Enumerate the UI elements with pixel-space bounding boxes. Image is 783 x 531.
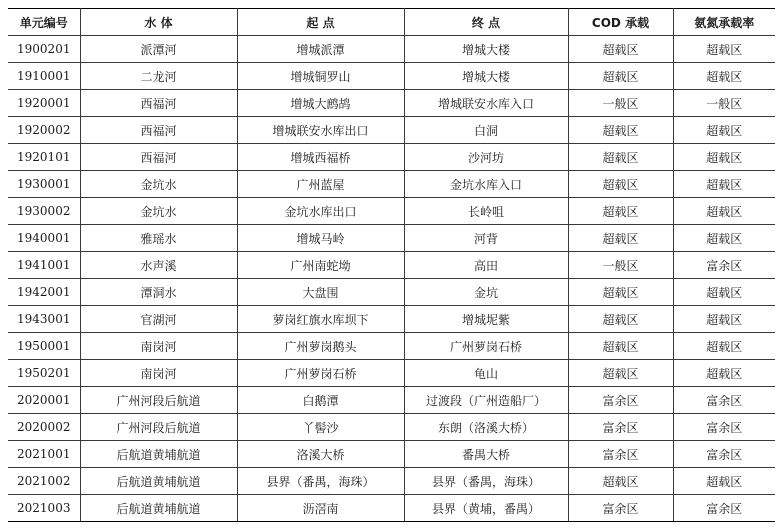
cell-unit-id: 1920002 (8, 117, 80, 144)
cell-cod-capacity: 超载区 (568, 144, 673, 171)
table-row (8, 414, 775, 441)
cell-water-body: 官湖河 (80, 306, 237, 333)
cell-start-point: 金坑水库出口 (237, 198, 404, 225)
cell-start-point: 广州蓝屋 (237, 171, 404, 198)
cell-unit-id: 1910001 (8, 63, 80, 90)
table-row (8, 171, 775, 198)
cell-ammonia-capacity: 超载区 (673, 333, 775, 360)
cell-end-point: 过渡段（广州造船厂） (404, 387, 568, 414)
cell-water-body: 后航道黄埔航道 (80, 441, 237, 468)
cell-start-point: 增城派潭 (237, 36, 404, 63)
header-start-point: 起 点 (237, 9, 404, 36)
cell-cod-capacity: 超载区 (568, 36, 673, 63)
cell-start-point: 广州南蛇坳 (237, 252, 404, 279)
table-header (8, 9, 775, 36)
cell-water-body: 后航道黄埔航道 (80, 495, 237, 522)
cell-cod-capacity: 超载区 (568, 171, 673, 198)
cell-start-point: 增城西福桥 (237, 144, 404, 171)
cell-cod-capacity: 超载区 (568, 63, 673, 90)
cell-water-body: 西福河 (80, 144, 237, 171)
table-row (8, 441, 775, 468)
cell-end-point: 东朗（洛溪大桥） (404, 414, 568, 441)
cell-end-point: 县界（黄埔，番禺） (404, 495, 568, 522)
cell-water-body: 派潭河 (80, 36, 237, 63)
cell-water-body: 广州河段后航道 (80, 387, 237, 414)
cell-cod-capacity: 富余区 (568, 441, 673, 468)
cell-water-body: 南岗河 (80, 360, 237, 387)
cell-end-point: 龟山 (404, 360, 568, 387)
cell-cod-capacity: 富余区 (568, 495, 673, 522)
cell-unit-id: 1940001 (8, 225, 80, 252)
cell-unit-id: 1943001 (8, 306, 80, 333)
cell-end-point: 县界（番禺，海珠） (404, 468, 568, 495)
cell-end-point: 河背 (404, 225, 568, 252)
cell-ammonia-capacity: 超载区 (673, 144, 775, 171)
cell-unit-id: 1941001 (8, 252, 80, 279)
cell-ammonia-capacity: 超载区 (673, 279, 775, 306)
table-body (8, 36, 775, 522)
cell-cod-capacity: 超载区 (568, 333, 673, 360)
cell-water-body: 南岗河 (80, 333, 237, 360)
cell-ammonia-capacity: 超载区 (673, 36, 775, 63)
cell-cod-capacity: 富余区 (568, 387, 673, 414)
cell-end-point: 番禺大桥 (404, 441, 568, 468)
cell-unit-id: 2021001 (8, 441, 80, 468)
cell-cod-capacity: 超载区 (568, 360, 673, 387)
cell-water-body: 金坑水 (80, 171, 237, 198)
cell-unit-id: 2020002 (8, 414, 80, 441)
cell-ammonia-capacity: 超载区 (673, 117, 775, 144)
cell-ammonia-capacity: 一般区 (673, 90, 775, 117)
header-cod-capacity: COD 承载 (568, 9, 673, 36)
cell-unit-id: 1930002 (8, 198, 80, 225)
cell-start-point: 萝岗红旗水库坝下 (237, 306, 404, 333)
cell-unit-id: 2021003 (8, 495, 80, 522)
table-row (8, 495, 775, 522)
cell-cod-capacity: 一般区 (568, 90, 673, 117)
cell-unit-id: 1950201 (8, 360, 80, 387)
table-row (8, 387, 775, 414)
cell-ammonia-capacity: 超载区 (673, 198, 775, 225)
cell-ammonia-capacity: 富余区 (673, 441, 775, 468)
cell-ammonia-capacity: 富余区 (673, 495, 775, 522)
cell-unit-id: 1950001 (8, 333, 80, 360)
cell-unit-id: 1920101 (8, 144, 80, 171)
cell-end-point: 金坑 (404, 279, 568, 306)
cell-cod-capacity: 富余区 (568, 414, 673, 441)
cell-unit-id: 1930001 (8, 171, 80, 198)
cell-water-body: 雅瑶水 (80, 225, 237, 252)
table-row (8, 306, 775, 333)
cell-end-point: 增城坭紫 (404, 306, 568, 333)
cell-ammonia-capacity: 超载区 (673, 360, 775, 387)
header-end-point: 终 点 (404, 9, 568, 36)
cell-water-body: 西福河 (80, 117, 237, 144)
cell-cod-capacity: 超载区 (568, 468, 673, 495)
table-row (8, 36, 775, 63)
cell-start-point: 白鹅潭 (237, 387, 404, 414)
cell-start-point: 大盘围 (237, 279, 404, 306)
cell-cod-capacity: 超载区 (568, 279, 673, 306)
table-row (8, 225, 775, 252)
cell-unit-id: 1942001 (8, 279, 80, 306)
table-row (8, 279, 775, 306)
cell-start-point: 丫髻沙 (237, 414, 404, 441)
cell-water-body: 西福河 (80, 90, 237, 117)
table-row (8, 252, 775, 279)
cell-end-point: 广州萝岗石桥 (404, 333, 568, 360)
cell-water-body: 后航道黄埔航道 (80, 468, 237, 495)
cell-start-point: 增城马岭 (237, 225, 404, 252)
cell-ammonia-capacity: 富余区 (673, 414, 775, 441)
cell-water-body: 水声溪 (80, 252, 237, 279)
cell-ammonia-capacity: 富余区 (673, 387, 775, 414)
cell-start-point: 广州萝岗鹅头 (237, 333, 404, 360)
cell-cod-capacity: 超载区 (568, 198, 673, 225)
table-row (8, 333, 775, 360)
cell-water-body: 潭洞水 (80, 279, 237, 306)
cell-end-point: 增城大楼 (404, 36, 568, 63)
header-unit-id: 单元编号 (8, 9, 80, 36)
cell-ammonia-capacity: 超载区 (673, 63, 775, 90)
cell-cod-capacity: 超载区 (568, 306, 673, 333)
cell-start-point: 沥滘南 (237, 495, 404, 522)
cell-cod-capacity: 超载区 (568, 225, 673, 252)
cell-ammonia-capacity: 超载区 (673, 225, 775, 252)
cell-unit-id: 2020001 (8, 387, 80, 414)
cell-start-point: 洛溪大桥 (237, 441, 404, 468)
cell-water-body: 二龙河 (80, 63, 237, 90)
cell-ammonia-capacity: 超载区 (673, 306, 775, 333)
cell-end-point: 长岭咀 (404, 198, 568, 225)
cell-unit-id: 1920001 (8, 90, 80, 117)
cell-ammonia-capacity: 超载区 (673, 171, 775, 198)
cell-ammonia-capacity: 富余区 (673, 252, 775, 279)
header-ammonia-capacity: 氨氮承载率 (673, 9, 775, 36)
cell-unit-id: 1900201 (8, 36, 80, 63)
cell-cod-capacity: 一般区 (568, 252, 673, 279)
cell-start-point: 广州萝岗石桥 (237, 360, 404, 387)
cell-end-point: 金坑水库入口 (404, 171, 568, 198)
cell-end-point: 白洞 (404, 117, 568, 144)
cell-water-body: 金坑水 (80, 198, 237, 225)
cell-ammonia-capacity: 超载区 (673, 468, 775, 495)
cell-end-point: 增城大楼 (404, 63, 568, 90)
table-row (8, 198, 775, 225)
table-row (8, 63, 775, 90)
cell-start-point: 增城联安水库出口 (237, 117, 404, 144)
cell-end-point: 增城联安水库入口 (404, 90, 568, 117)
water-unit-table (8, 8, 775, 522)
table-row (8, 468, 775, 495)
cell-cod-capacity: 超载区 (568, 117, 673, 144)
table-row (8, 360, 775, 387)
cell-end-point: 高田 (404, 252, 568, 279)
cell-unit-id: 2021002 (8, 468, 80, 495)
cell-start-point: 增城铜罗山 (237, 63, 404, 90)
table-row (8, 90, 775, 117)
header-row (8, 9, 775, 36)
header-water-body: 水 体 (80, 9, 237, 36)
cell-start-point: 增城大鹧鸪 (237, 90, 404, 117)
table-row (8, 144, 775, 171)
table-row (8, 117, 775, 144)
cell-water-body: 广州河段后航道 (80, 414, 237, 441)
cell-start-point: 县界（番禺，海珠） (237, 468, 404, 495)
cell-end-point: 沙河坊 (404, 144, 568, 171)
